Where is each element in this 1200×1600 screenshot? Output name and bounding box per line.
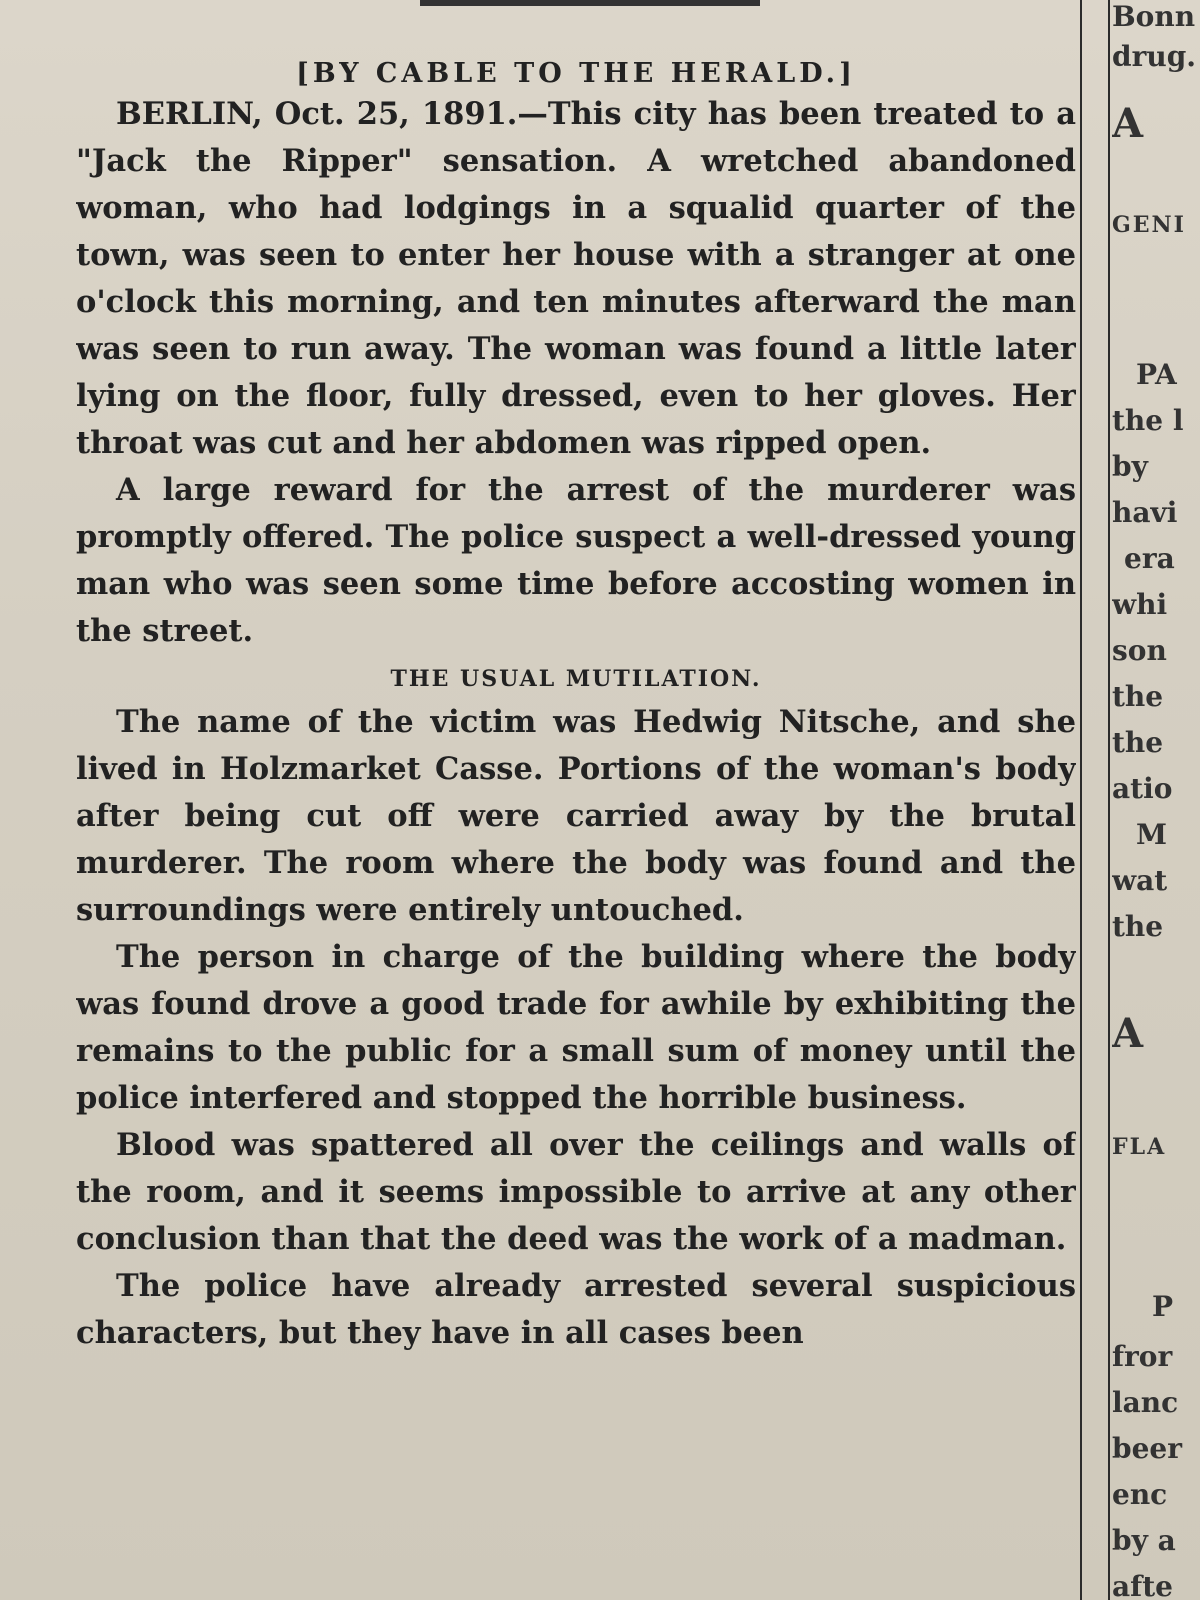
paragraph-3: The name of the victim was Hedwig Nitsche, and she lived in Holzmarket Casse. Portions of the woman's body after being cut off were carried away by the brutal murderer. The room where the body was found and the surroundings were entirely untouched. bbox=[76, 704, 1076, 928]
fragment: the bbox=[1112, 910, 1164, 943]
fragment: beer bbox=[1112, 1432, 1182, 1465]
fragment: era bbox=[1124, 542, 1175, 575]
article-column bbox=[76, 44, 1076, 1600]
fragment: A bbox=[1112, 1010, 1144, 1057]
top-rule bbox=[420, 0, 760, 6]
fragment: by a bbox=[1112, 1524, 1176, 1557]
fragment: A bbox=[1112, 100, 1144, 147]
fragment: atio bbox=[1112, 772, 1173, 805]
paragraph-6: The police have already arrested several suspicious characters, but they have in all cases been bbox=[76, 1268, 1076, 1351]
fragment: the l bbox=[1112, 404, 1184, 437]
fragment: afte bbox=[1112, 1570, 1173, 1600]
fragment: fror bbox=[1112, 1340, 1173, 1373]
adjacent-column bbox=[1112, 0, 1200, 1600]
fragment: P bbox=[1152, 1290, 1174, 1323]
fragment: the bbox=[1112, 680, 1164, 713]
column-rule-left bbox=[1080, 0, 1082, 1600]
fragment: whi bbox=[1112, 588, 1168, 621]
fragment: enc bbox=[1112, 1478, 1168, 1511]
paragraph-2: A large reward for the arrest of the murderer was promptly offered. The police suspect a well-dressed young man who was seen some time before accosting women in the street. bbox=[76, 472, 1076, 649]
fragment: lanc bbox=[1112, 1386, 1179, 1419]
fragment: wat bbox=[1112, 864, 1168, 897]
fragment: PA bbox=[1136, 358, 1177, 391]
paragraph-1-text: Oct. 25, 1891.—This city has been treated to a "Jack the Ripper" sensation. A wretched abandoned woman, who had lodgings in a squalid quarter of the town, was seen to enter her house with a stranger at one o'clock this morning, and ten minutes afterward the man was seen to run away. The woman was found a little later lying on the floor, fully dressed, even to her gloves. Her throat was cut and her abdomen was ripped open. bbox=[76, 96, 1076, 461]
fragment: FLA bbox=[1112, 1134, 1167, 1160]
fragment: by bbox=[1112, 450, 1148, 483]
paragraph-4: The person in charge of the building where the body was found drove a good trade for awhile by exhibiting the remains to the public for a small sum of money until the police interfered and stopped the horrible business. bbox=[76, 939, 1076, 1116]
fragment: GENI bbox=[1112, 212, 1186, 238]
dateline-place: BERLIN, bbox=[116, 96, 263, 132]
fragment: Bonn bbox=[1112, 0, 1196, 33]
fragment: drug. bbox=[1112, 40, 1197, 73]
fragment: the bbox=[1112, 726, 1164, 759]
paragraph-5: Blood was spattered all over the ceilings and walls of the room, and it seems impossible to arrive at any other conclusion than that the deed was the work of a madman. bbox=[76, 1127, 1076, 1257]
dateline-heading: [BY CABLE TO THE HERALD.] bbox=[296, 58, 856, 89]
fragment: havi bbox=[1112, 496, 1178, 529]
subheading: THE USUAL MUTILATION. bbox=[390, 666, 762, 692]
paragraph-1 bbox=[76, 91, 1076, 467]
column-rule-right bbox=[1108, 0, 1110, 1600]
fragment: son bbox=[1112, 634, 1167, 667]
fragment: M bbox=[1136, 818, 1167, 851]
